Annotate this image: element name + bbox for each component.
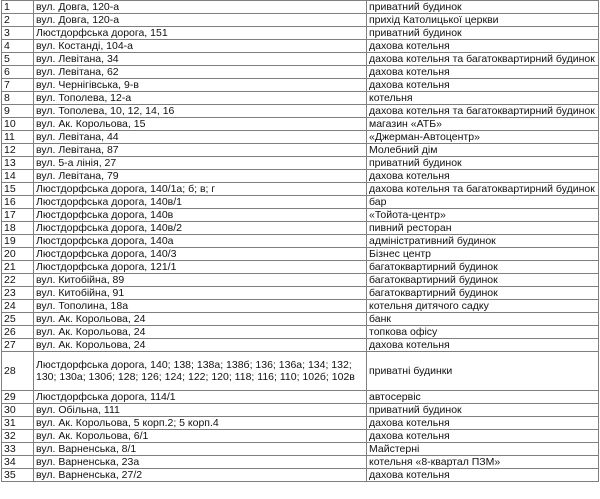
- object-type-cell: пивний ресторан: [367, 222, 599, 235]
- row-number-cell: 31: [2, 417, 34, 430]
- object-type-cell: Бізнес центр: [367, 248, 599, 261]
- object-type-cell: Майстерні: [367, 443, 599, 456]
- row-number-cell: 29: [2, 391, 34, 404]
- row-number-cell: 25: [2, 313, 34, 326]
- table-row: [2, 40, 599, 53]
- table-row: [2, 53, 599, 66]
- table-row: [2, 66, 599, 79]
- table-row: [2, 456, 599, 469]
- address-cell: вул. Левітана, 79: [34, 170, 367, 183]
- table-row: [2, 417, 599, 430]
- object-type-cell: дахова котельня та багатоквартирний будинок: [367, 105, 599, 118]
- table-row: [2, 261, 599, 274]
- object-type-cell: приватний будинок: [367, 27, 599, 40]
- address-cell: вул. Тополева, 12-а: [34, 92, 367, 105]
- object-type-cell: дахова котельня та багатоквартирний будинок: [367, 53, 599, 66]
- row-number-cell: 28: [2, 352, 34, 391]
- address-cell: вул. Китобійна, 89: [34, 274, 367, 287]
- row-number-cell: 32: [2, 430, 34, 443]
- object-type-cell: магазин «АТБ»: [367, 118, 599, 131]
- address-cell: вул. Тополева, 10, 12, 14, 16: [34, 105, 367, 118]
- address-cell: вул. Ак. Корольова, 24: [34, 326, 367, 339]
- address-cell: Люстдорфська дорога, 140/3: [34, 248, 367, 261]
- row-number-cell: 16: [2, 196, 34, 209]
- address-cell: вул. Левітана, 87: [34, 144, 367, 157]
- object-type-cell: дахова котельня та багатоквартирний будинок: [367, 183, 599, 196]
- object-type-cell: «Джерман-Автоцентр»: [367, 131, 599, 144]
- address-cell: Люстдорфська дорога, 121/1: [34, 261, 367, 274]
- row-number-cell: 20: [2, 248, 34, 261]
- object-type-cell: котельня дитячого садку: [367, 300, 599, 313]
- address-cell: вул. 5-а лінія, 27: [34, 157, 367, 170]
- row-number-cell: 23: [2, 287, 34, 300]
- row-number-cell: 8: [2, 92, 34, 105]
- address-cell: Люстдорфська дорога, 140/1а; б; в; г: [34, 183, 367, 196]
- address-cell: вул. Левітана, 62: [34, 66, 367, 79]
- row-number-cell: 1: [2, 1, 34, 14]
- row-number-cell: 34: [2, 456, 34, 469]
- row-number-cell: 10: [2, 118, 34, 131]
- object-type-cell: багатоквартирний будинок: [367, 287, 599, 300]
- table-row: [2, 157, 599, 170]
- table-row: [2, 300, 599, 313]
- table-row: [2, 183, 599, 196]
- table-row: [2, 105, 599, 118]
- address-cell: вул. Тополина, 18а: [34, 300, 367, 313]
- row-number-cell: 4: [2, 40, 34, 53]
- table-row: [2, 469, 599, 482]
- address-cell: вул. Левітана, 44: [34, 131, 367, 144]
- row-number-cell: 30: [2, 404, 34, 417]
- row-number-cell: 17: [2, 209, 34, 222]
- row-number-cell: 27: [2, 339, 34, 352]
- table-row: [2, 352, 599, 391]
- address-cell: вул. Довга, 120-а: [34, 14, 367, 27]
- object-type-cell: дахова котельня: [367, 40, 599, 53]
- table-row: [2, 27, 599, 40]
- table-row: [2, 1, 599, 14]
- row-number-cell: 9: [2, 105, 34, 118]
- table-row: [2, 170, 599, 183]
- row-number-cell: 13: [2, 157, 34, 170]
- object-type-cell: котельня: [367, 92, 599, 105]
- row-number-cell: 35: [2, 469, 34, 482]
- row-number-cell: 6: [2, 66, 34, 79]
- table-row: [2, 92, 599, 105]
- object-type-cell: приватний будинок: [367, 404, 599, 417]
- table-row: [2, 326, 599, 339]
- address-cell: Люстдорфська дорога, 140в: [34, 209, 367, 222]
- object-type-cell: дахова котельня: [367, 66, 599, 79]
- object-type-cell: адміністративний будинок: [367, 235, 599, 248]
- table-row: [2, 131, 599, 144]
- address-cell: вул. Обільна, 111: [34, 404, 367, 417]
- address-cell: вул. Ак. Корольова, 24: [34, 339, 367, 352]
- address-cell: вул. Чернігівська, 9-в: [34, 79, 367, 92]
- table-row: [2, 235, 599, 248]
- row-number-cell: 12: [2, 144, 34, 157]
- row-number-cell: 14: [2, 170, 34, 183]
- object-type-cell: прихід Католицької церкви: [367, 14, 599, 27]
- row-number-cell: 5: [2, 53, 34, 66]
- row-number-cell: 2: [2, 14, 34, 27]
- address-cell: вул. Ак. Корольова, 24: [34, 313, 367, 326]
- address-cell: вул. Варненська, 27/2: [34, 469, 367, 482]
- row-number-cell: 33: [2, 443, 34, 456]
- object-type-cell: «Тойота-центр»: [367, 209, 599, 222]
- address-cell: вул. Левітана, 34: [34, 53, 367, 66]
- address-cell: вул. Ак. Корольова, 5 корп.2; 5 корп.4: [34, 417, 367, 430]
- object-type-cell: дахова котельня: [367, 79, 599, 92]
- table-row: [2, 79, 599, 92]
- table-row: [2, 196, 599, 209]
- object-type-cell: автосервіс: [367, 391, 599, 404]
- object-type-cell: приватний будинок: [367, 1, 599, 14]
- address-cell: Люстдорфська дорога, 114/1: [34, 391, 367, 404]
- table-row: [2, 391, 599, 404]
- address-cell: вул. Костанді, 104-а: [34, 40, 367, 53]
- table-row: [2, 248, 599, 261]
- address-cell: Люстдорфська дорога, 151: [34, 27, 367, 40]
- object-type-cell: топкова офісу: [367, 326, 599, 339]
- row-number-cell: 26: [2, 326, 34, 339]
- row-number-cell: 18: [2, 222, 34, 235]
- address-cell: Люстдорфська дорога, 140а: [34, 235, 367, 248]
- object-type-cell: багатоквартирний будинок: [367, 274, 599, 287]
- table-row: [2, 14, 599, 27]
- table-row: [2, 209, 599, 222]
- object-type-cell: багатоквартирний будинок: [367, 261, 599, 274]
- address-cell: вул. Ак. Корольова, 15: [34, 118, 367, 131]
- row-number-cell: 15: [2, 183, 34, 196]
- object-type-cell: дахова котельня: [367, 339, 599, 352]
- object-type-cell: котельня «8-квартал ПЗМ»: [367, 456, 599, 469]
- address-cell: вул. Китобійна, 91: [34, 287, 367, 300]
- address-cell: вул. Варненська, 23а: [34, 456, 367, 469]
- address-cell: вул. Варненська, 8/1: [34, 443, 367, 456]
- table-row: [2, 404, 599, 417]
- table-row: [2, 222, 599, 235]
- table-row: [2, 274, 599, 287]
- object-type-cell: Молебний дім: [367, 144, 599, 157]
- address-cell: Люстдорфська дорога, 140; 138; 138а; 138б; 136; 136а; 134; 132; 130; 130а; 130б; 128; 126; 124; 122; 120; 118; 116; 110; 102б; 102в: [34, 352, 367, 391]
- address-cell: вул. Довга, 120-а: [34, 1, 367, 14]
- object-type-cell: приватний будинок: [367, 157, 599, 170]
- row-number-cell: 7: [2, 79, 34, 92]
- table-row: [2, 313, 599, 326]
- table-row: [2, 118, 599, 131]
- row-number-cell: 22: [2, 274, 34, 287]
- row-number-cell: 3: [2, 27, 34, 40]
- address-cell: Люстдорфська дорога, 140в/2: [34, 222, 367, 235]
- row-number-cell: 21: [2, 261, 34, 274]
- boiler-locations-table: [1, 0, 599, 482]
- object-type-cell: банк: [367, 313, 599, 326]
- row-number-cell: 19: [2, 235, 34, 248]
- table-row: [2, 287, 599, 300]
- address-cell: вул. Ак. Корольова, 6/1: [34, 430, 367, 443]
- row-number-cell: 11: [2, 131, 34, 144]
- table-body: [2, 1, 599, 482]
- object-type-cell: дахова котельня: [367, 417, 599, 430]
- object-type-cell: дахова котельня: [367, 170, 599, 183]
- table-row: [2, 430, 599, 443]
- object-type-cell: бар: [367, 196, 599, 209]
- table-row: [2, 144, 599, 157]
- table-row: [2, 443, 599, 456]
- table-row: [2, 339, 599, 352]
- row-number-cell: 24: [2, 300, 34, 313]
- object-type-cell: дахова котельня: [367, 430, 599, 443]
- address-cell: Люстдорфська дорога, 140в/1: [34, 196, 367, 209]
- object-type-cell: дахова котельня: [367, 469, 599, 482]
- object-type-cell: приватні будинки: [367, 352, 599, 391]
